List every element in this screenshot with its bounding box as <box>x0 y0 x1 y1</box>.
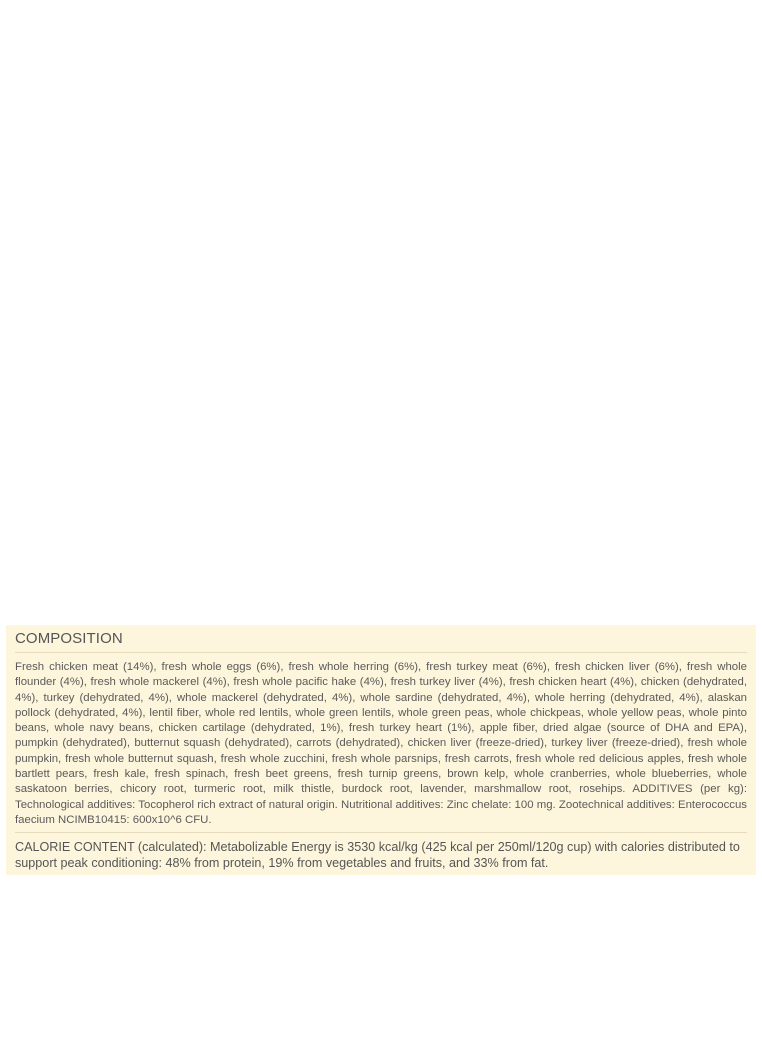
composition-heading: COMPOSITION <box>15 629 747 653</box>
calorie-content-text: CALORIE CONTENT (calculated): Metabolizable Energy is 3530 kcal/kg (425 kcal per 250ml/120g cup) with calories distributed to support peak conditioning: 48% from protein, 19% from vegetables and fruits, and 33% from fat. <box>15 840 740 871</box>
composition-text: Fresh chicken meat (14%), fresh whole eggs (6%), fresh whole herring (6%), fresh turkey meat (6%), fresh chicken liver (6%), fresh whole flounder (4%), fresh whole mackerel (4%), fresh whole pacific hake (4%), fresh turkey liver (4%), fresh chicken heart (4%), chicken (dehydrated, 4%), turkey (dehydrated, 4%), whole mackerel (dehydrated, 4%), whole sardine (dehydrated, 4%), whole herring (dehydrated, 4%), alaskan pollock (dehydrated, 4%), lentil fiber, whole red lentils, whole green lentils, whole green peas, whole chickpeas, whole yellow peas, whole pinto beans, whole navy beans, chicken cartilage (dehydrated, 1%), fresh turkey heart (1%), apple fiber, dried algae (source of DHA and EPA), pumpkin (dehydrated), butternut squash (dehydrated), carrots (dehydrated), chicken liver (freeze-dried), turkey liver (freeze-dried), fresh whole pumpkin, fresh whole butternut squash, fresh whole zucchini, fresh whole parsnips, fresh carrots, fresh whole red delicious apples, fresh whole bartlett pears, fresh kale, fresh spinach, fresh beet greens, fresh turnip greens, brown kelp, whole cranberries, whole blueberries, whole saskatoon berries, chicory root, turmeric root, milk thistle, burdock root, lavender, marshmallow root, rosehips. ADDITIVES (per kg): Technological additives: Tocopherol rich extract of natural origin. Nutritional additives: Zinc chelate: 100 mg. Zootechnical additives: Enterococcus faecium NCIMB10415: 600x10^6 CFU. <box>15 660 747 833</box>
composition-panel <box>6 625 756 875</box>
